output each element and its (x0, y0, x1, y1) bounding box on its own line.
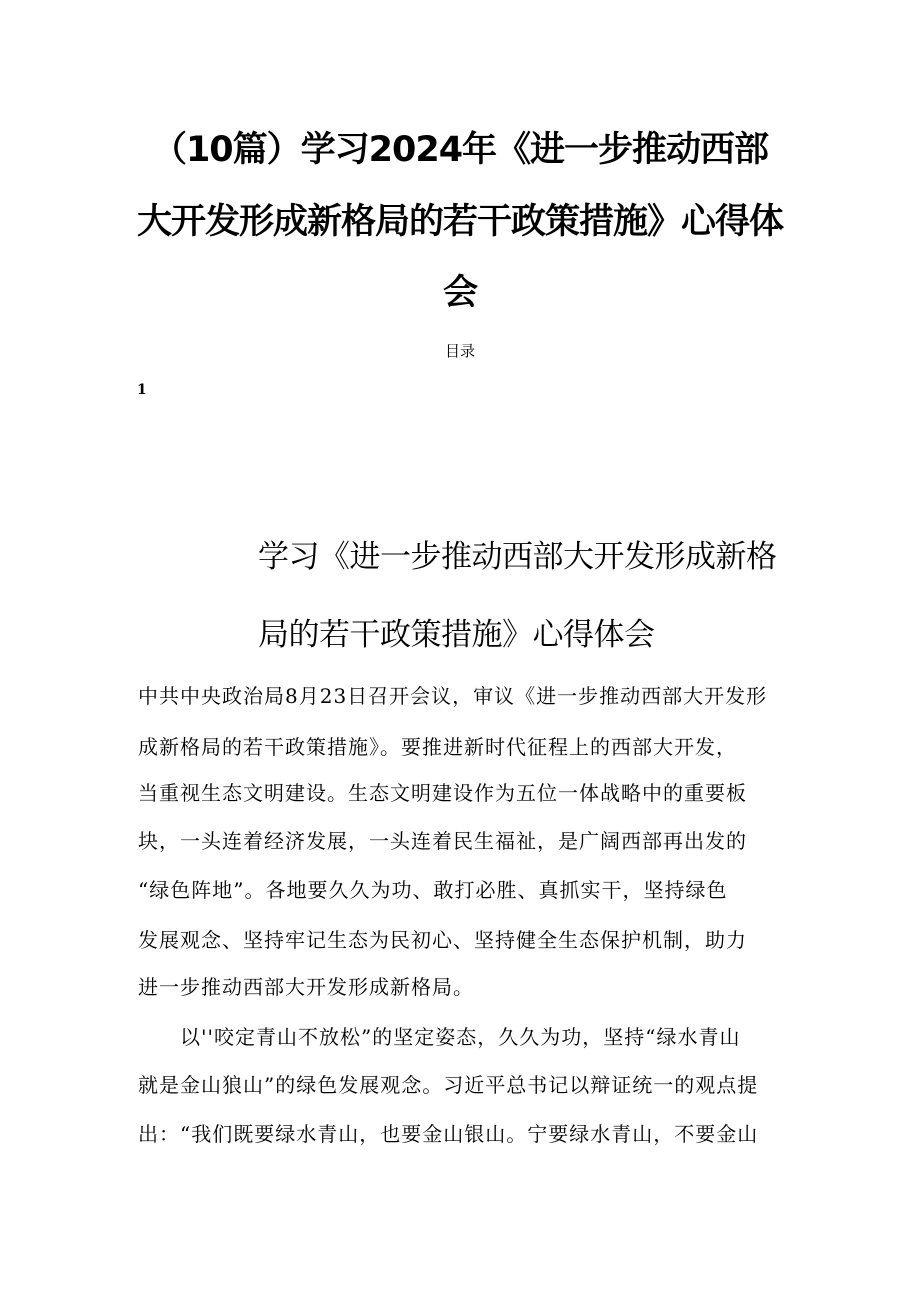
paragraph-line: 就是金山狼山”的绿色发展观念。习近平总书记以辩证统一的观点提 (138, 1073, 759, 1097)
document-title-line-3: 会 (442, 273, 477, 313)
paragraph-line: 块，一头连着经济发展，一头连着民生福祉，是广阔西部再出发的 (138, 829, 747, 853)
document-title-line-1: （10篇）学习2024年《进一步推动西部 (151, 130, 769, 170)
article-title-line-1: 学习《进一步推动西部大开发形成新格 (258, 539, 777, 575)
paragraph-line: 中共中央政治局8月23日召开会议，审议《进一步推动西部大开发形 (138, 684, 768, 708)
toc-entry-number: 1 (137, 382, 147, 398)
article-title-line-2: 局的若干政策措施》心得体会 (258, 617, 655, 653)
document-title-line-2: 大开发形成新格局的若干政策措施》心得体 (136, 202, 783, 242)
paragraph-line: “绿色阵地”。各地要久久为功、敢打必胜、真抓实干，坚持绿色 (138, 878, 728, 902)
paragraph-line: 以''咬定青山不放松”的坚定姿态，久久为功，坚持“绿水青山 (180, 1025, 741, 1049)
paragraph-line: 发展观念、坚持牢记生态为民初心、坚持健全生态保护机制，助力 (138, 928, 747, 952)
table-of-contents-label: 目录 (444, 342, 475, 360)
paragraph-line: 成新格局的若干政策措施》。要推进新时代征程上的西部大开发， (138, 735, 737, 759)
paragraph-line: 进一步推动西部大开发形成新格局。 (138, 975, 474, 999)
paragraph-line: 出：“我们既要绿水青山，也要金山银山。宁要绿水青山，不要金山 (138, 1122, 759, 1146)
paragraph-line: 当重视生态文明建设。生态文明建设作为五位一体战略中的重要板 (138, 781, 747, 805)
